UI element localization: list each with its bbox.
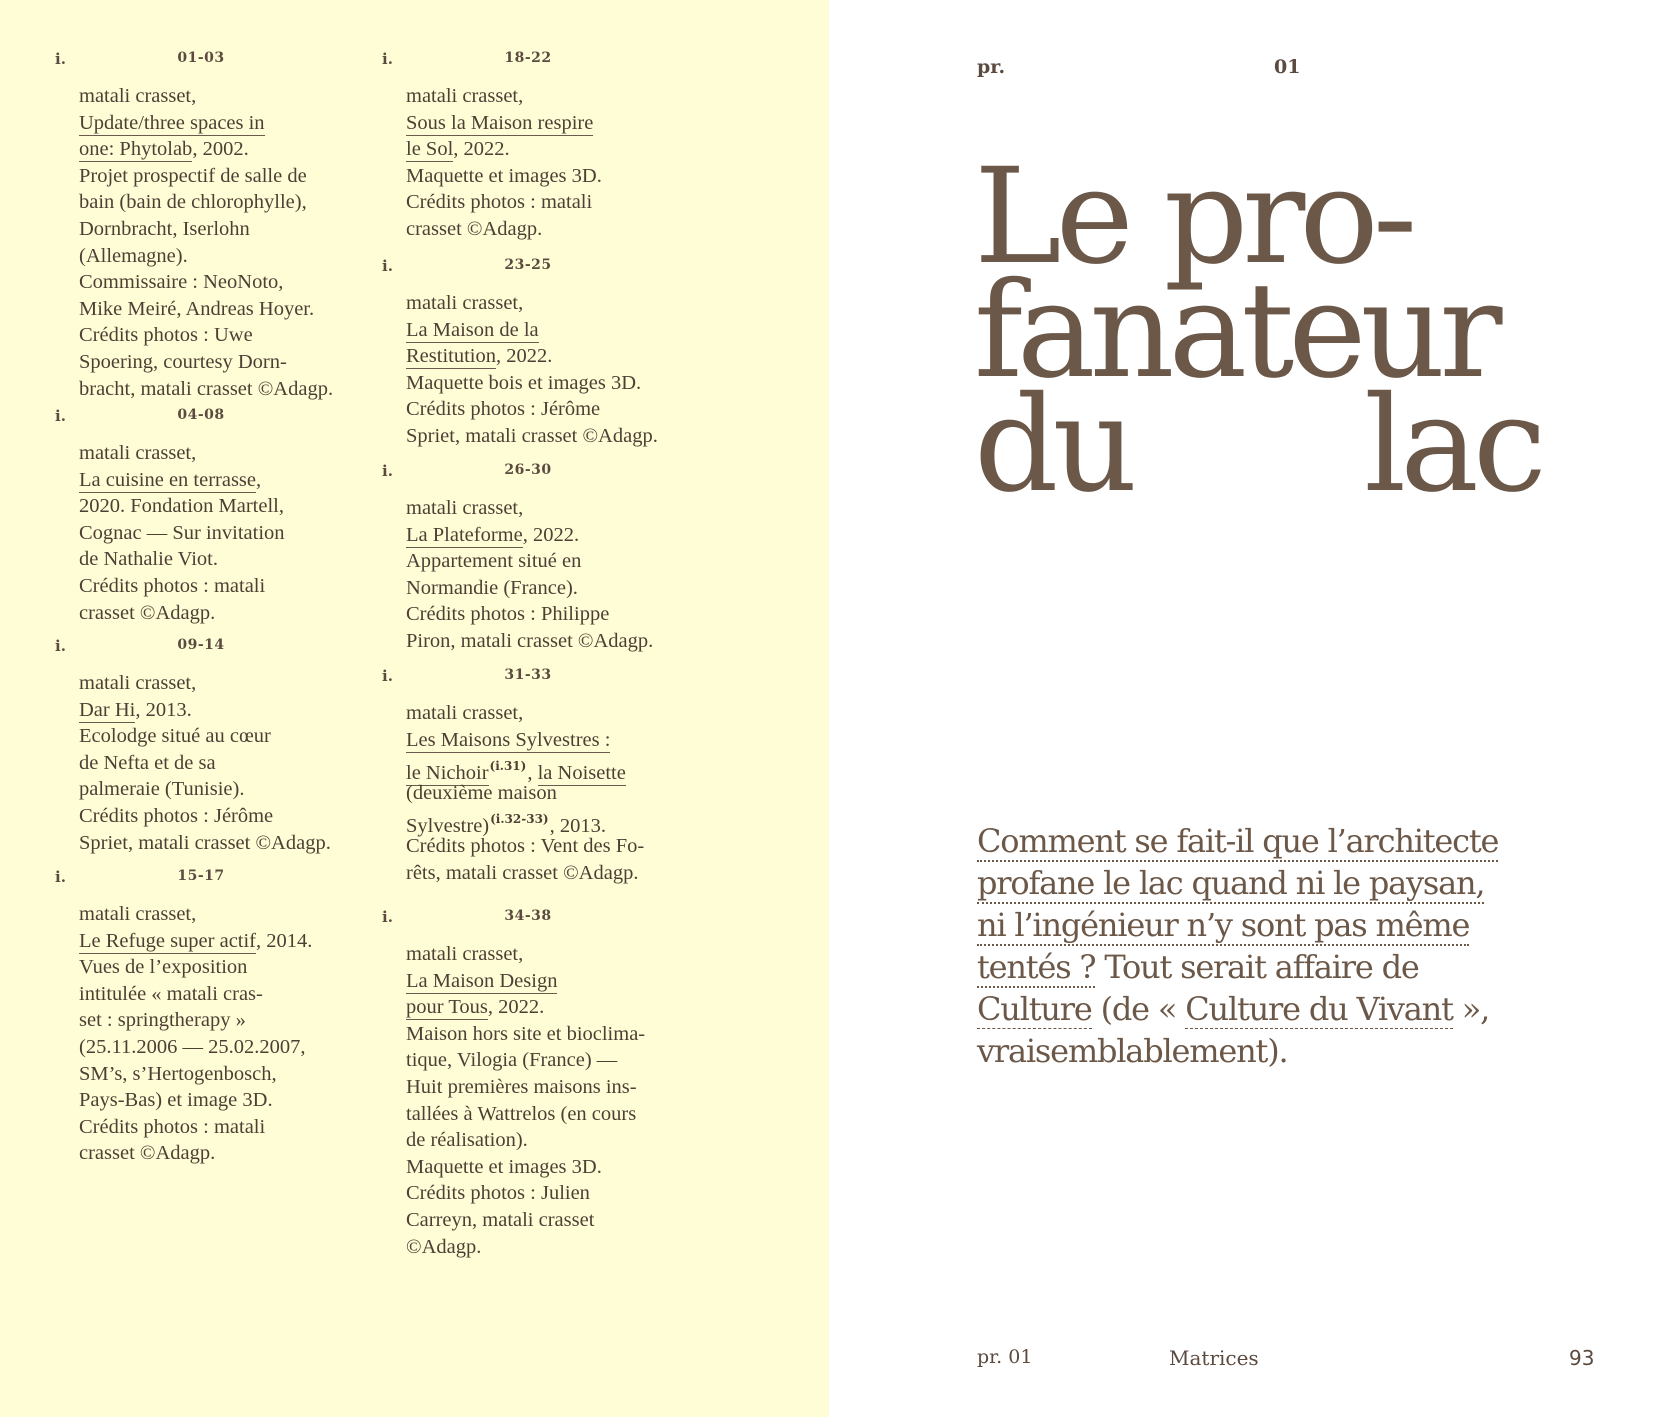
credit-line bbox=[406, 1180, 716, 1207]
credit-entry-header bbox=[382, 50, 712, 72]
credit-text: Crédits photos : Julien bbox=[406, 1182, 590, 1205]
credit-text: Projet prospectif de salle de bbox=[79, 164, 307, 187]
credit-line bbox=[406, 136, 716, 163]
credit-text: Cognac — Sur invitation bbox=[79, 521, 285, 544]
question-text: », bbox=[1452, 990, 1490, 1028]
credit-entry-header bbox=[55, 637, 385, 659]
credit-text: , bbox=[256, 468, 262, 491]
credit-line bbox=[406, 968, 716, 995]
question-underlined-text: Culture du Vivant bbox=[1185, 990, 1453, 1028]
credit-entry-header bbox=[55, 50, 385, 72]
credit-text: , 2013. bbox=[135, 698, 192, 721]
credit-line bbox=[406, 189, 716, 216]
credit-line bbox=[406, 753, 716, 785]
credit-line bbox=[406, 727, 716, 754]
credit-text: bracht, matali crasset ©Adagp. bbox=[79, 377, 334, 400]
credit-line bbox=[79, 493, 389, 520]
credit-text: bain (bain de chlorophylle), bbox=[79, 191, 307, 214]
credit-line bbox=[406, 548, 716, 575]
project-title: Sous la Maison respire bbox=[406, 111, 594, 134]
credit-text: tique, Vilogia (France) — bbox=[406, 1049, 618, 1072]
credit-line bbox=[79, 981, 389, 1008]
credit-entry-text bbox=[79, 440, 389, 626]
credit-entry-header bbox=[382, 257, 712, 279]
credit-line bbox=[79, 1007, 389, 1034]
credit-line bbox=[79, 546, 389, 573]
credit-line bbox=[406, 860, 716, 887]
credit-line bbox=[406, 317, 716, 344]
credit-text: Spoering, courtesy Dorn- bbox=[79, 350, 287, 373]
credit-line bbox=[406, 994, 716, 1021]
chapter-title-word-lac: lac bbox=[1364, 368, 1541, 522]
chapter-title-line-1: Le pro- bbox=[974, 140, 1412, 294]
credit-text: intitulée « matali cras- bbox=[79, 982, 263, 1005]
credit-entry bbox=[382, 908, 712, 1258]
footer-section: pr. 01 bbox=[977, 1346, 1033, 1368]
credit-text: ©Adagp. bbox=[406, 1235, 482, 1258]
project-title: Les Maisons Sylvestres : bbox=[406, 728, 611, 751]
credit-entry bbox=[55, 50, 385, 400]
question-line bbox=[977, 1030, 1617, 1072]
credit-entry-text bbox=[406, 941, 716, 1260]
illustration-range: 31-33 bbox=[504, 667, 552, 683]
chapter-title-line-2: fanateur bbox=[974, 254, 1497, 408]
credit-line bbox=[406, 1021, 716, 1048]
question-underlined-text: profane le lac quand ni le paysan, bbox=[977, 864, 1485, 902]
credit-line bbox=[406, 1127, 716, 1154]
credit-text: Piron, matali crasset ©Adagp. bbox=[406, 629, 654, 652]
credit-text: rêts, matali crasset ©Adagp. bbox=[406, 861, 639, 884]
footer-running-title: Matrices bbox=[1169, 1346, 1259, 1370]
credit-text: , 2022. bbox=[522, 523, 580, 546]
chapter-title-line-3 bbox=[974, 368, 1624, 522]
credit-text: set : springtherapy » bbox=[79, 1009, 246, 1032]
illustration-range: 09-14 bbox=[177, 637, 225, 653]
credit-line bbox=[79, 830, 389, 857]
credit-text: SM’s, s’Hertogenbosch, bbox=[79, 1062, 277, 1085]
project-title: le Nichoir bbox=[406, 762, 489, 785]
credit-text: (Allemagne). bbox=[79, 244, 188, 267]
credit-line bbox=[79, 136, 389, 163]
illustration-marker: i. bbox=[382, 257, 393, 275]
credit-text: crasset ©Adagp. bbox=[79, 1142, 216, 1165]
credit-text: , 2022. bbox=[495, 345, 553, 368]
credit-text: Crédits photos : Jérôme bbox=[79, 804, 274, 827]
credit-line bbox=[406, 110, 716, 137]
credit-text: Maquette et images 3D. bbox=[406, 1155, 602, 1178]
footer-page-number: 93 bbox=[1569, 1346, 1595, 1370]
question-line bbox=[977, 904, 1617, 946]
credit-line bbox=[406, 575, 716, 602]
credit-entry-text bbox=[79, 83, 389, 402]
project-title: Dar Hi bbox=[79, 698, 136, 721]
credit-line bbox=[79, 322, 389, 349]
credit-line bbox=[406, 1101, 716, 1128]
credit-line bbox=[79, 750, 389, 777]
credit-text: , 2002. bbox=[192, 138, 249, 161]
credit-text: Maquette bois et images 3D. bbox=[406, 371, 642, 394]
credit-text: tallées à Wattrelos (en cours bbox=[406, 1102, 637, 1125]
credit-line bbox=[79, 600, 389, 627]
credit-text: Appartement situé en bbox=[406, 550, 582, 573]
credit-text: de Nathalie Viot. bbox=[79, 548, 219, 571]
chapter-title bbox=[974, 140, 1624, 522]
question-line bbox=[977, 862, 1617, 904]
credit-line bbox=[406, 343, 716, 370]
illustration-marker: i. bbox=[382, 667, 393, 685]
credit-line bbox=[406, 370, 716, 397]
credit-text: crasset ©Adagp. bbox=[406, 217, 543, 240]
credit-text: de Nefta et de sa bbox=[79, 751, 216, 774]
credit-text: Spriet, matali crasset ©Adagp. bbox=[79, 831, 331, 854]
credit-text: palmeraie (Tunisie). bbox=[79, 778, 245, 801]
illustration-ref: (i.31) bbox=[489, 759, 527, 774]
question-text: Tout serait affaire de bbox=[1095, 948, 1419, 986]
credit-line bbox=[79, 216, 389, 243]
credit-entry bbox=[382, 257, 712, 447]
credit-text: matali crasset, bbox=[79, 903, 197, 925]
credit-entry-text bbox=[406, 290, 716, 450]
illustration-range: 04-08 bbox=[177, 407, 225, 423]
chapter-label: pr. bbox=[977, 56, 1006, 78]
credit-text: Maquette et images 3D. bbox=[406, 164, 602, 187]
credit-line bbox=[79, 520, 389, 547]
credit-text: , 2022. bbox=[453, 138, 510, 161]
credit-line bbox=[79, 573, 389, 600]
illustration-marker: i. bbox=[55, 407, 66, 425]
credit-text: Commissaire : NeoNoto, bbox=[79, 271, 284, 294]
question-underlined-text: Comment se fait-il que l’architecte bbox=[977, 822, 1499, 860]
credit-entry-header bbox=[55, 407, 385, 429]
credit-line bbox=[79, 1087, 389, 1114]
illustration-range: 34-38 bbox=[504, 908, 552, 924]
credit-line bbox=[79, 440, 389, 467]
project-title: La Maison Design bbox=[406, 969, 558, 992]
credit-text: Carreyn, matali crasset bbox=[406, 1208, 595, 1231]
credit-text: , 2014. bbox=[256, 929, 313, 952]
illustration-marker: i. bbox=[55, 50, 66, 68]
credit-entry bbox=[382, 667, 712, 884]
question-text: (de « bbox=[1091, 990, 1186, 1028]
credit-text: Crédits photos : Uwe bbox=[79, 324, 253, 347]
project-title: la Noisette bbox=[537, 762, 626, 785]
credit-text: Spriet, matali crasset ©Adagp. bbox=[406, 424, 658, 447]
credit-line bbox=[79, 376, 389, 403]
credit-line bbox=[406, 1207, 716, 1234]
credit-text: Normandie (France). bbox=[406, 576, 578, 599]
credit-line bbox=[406, 941, 716, 968]
credit-line bbox=[79, 243, 389, 270]
credit-text: Crédits photos : Philippe bbox=[406, 603, 610, 626]
question-underlined-text: Culture bbox=[977, 990, 1092, 1028]
question-underlined-text: ni l’ingénieur n’y sont pas même bbox=[977, 906, 1470, 944]
credit-text: Crédits photos : Vent des Fo- bbox=[406, 834, 645, 857]
question-line bbox=[977, 988, 1617, 1030]
credit-line bbox=[79, 296, 389, 323]
credit-text: Huit premières maisons ins- bbox=[406, 1075, 637, 1098]
credit-line bbox=[79, 723, 389, 750]
credit-text: Vues de l’exposition bbox=[79, 956, 248, 979]
credit-line bbox=[79, 928, 389, 955]
credit-line bbox=[406, 216, 716, 243]
credit-line bbox=[406, 423, 716, 450]
credit-line bbox=[79, 1061, 389, 1088]
project-title: La cuisine en terrasse bbox=[79, 468, 257, 491]
credit-entry-header bbox=[55, 868, 385, 890]
illustration-range: 18-22 bbox=[504, 50, 552, 66]
credit-text: de réalisation). bbox=[406, 1129, 528, 1152]
credit-line bbox=[79, 670, 389, 697]
credit-text: matali crasset, bbox=[79, 85, 197, 107]
credit-text: , 2013. bbox=[549, 815, 606, 838]
credit-text: Mike Meiré, Andreas Hoyer. bbox=[79, 297, 315, 320]
project-title: Update/three spaces in bbox=[79, 111, 265, 134]
illustration-ref: (i.32-33) bbox=[490, 812, 549, 827]
credit-line bbox=[79, 163, 389, 190]
credit-line bbox=[406, 1154, 716, 1181]
credit-line bbox=[79, 803, 389, 830]
credit-text: matali crasset, bbox=[406, 85, 524, 107]
credit-line bbox=[79, 467, 389, 494]
illustration-marker: i. bbox=[55, 868, 66, 886]
credit-line bbox=[79, 1114, 389, 1141]
credit-entry-header bbox=[382, 462, 712, 484]
credit-text: , 2022. bbox=[487, 996, 545, 1019]
credit-line bbox=[79, 349, 389, 376]
project-title: La Plateforme bbox=[406, 523, 523, 546]
credit-entry-text bbox=[406, 83, 716, 243]
illustration-marker: i. bbox=[55, 637, 66, 655]
credit-line bbox=[79, 110, 389, 137]
right-page-chapter-opener bbox=[829, 0, 1653, 1417]
illustration-marker: i. bbox=[382, 50, 393, 68]
credit-line bbox=[406, 1047, 716, 1074]
credit-text: Maison hors site et bioclima- bbox=[406, 1022, 646, 1045]
credit-entry-text bbox=[79, 670, 389, 856]
credit-text: Sylvestre) bbox=[406, 815, 490, 838]
illustration-marker: i. bbox=[382, 462, 393, 480]
credit-text: matali crasset, bbox=[406, 702, 524, 724]
credit-line bbox=[79, 1034, 389, 1061]
project-title: one: Phytolab bbox=[79, 138, 193, 161]
credit-text: Pays-Bas) et image 3D. bbox=[79, 1089, 273, 1112]
credit-entry-text bbox=[406, 700, 716, 886]
illustration-range: 23-25 bbox=[504, 257, 552, 273]
credit-text: (deuxième maison bbox=[406, 781, 557, 804]
credit-text: Dornbracht, Iserlohn bbox=[79, 217, 250, 240]
credit-line bbox=[79, 954, 389, 981]
project-title: Le Refuge super actif bbox=[79, 929, 257, 952]
credit-line bbox=[406, 833, 716, 860]
credit-text: matali crasset, bbox=[406, 943, 524, 965]
credit-text: , bbox=[527, 762, 538, 785]
question-underlined-text: tentés ? bbox=[977, 948, 1096, 986]
credit-text: matali crasset, bbox=[406, 292, 524, 314]
credit-text: matali crasset, bbox=[79, 442, 197, 464]
credit-entry-header bbox=[382, 908, 712, 930]
credit-text: matali crasset, bbox=[79, 672, 197, 694]
project-title: La Maison de la bbox=[406, 318, 539, 341]
credit-entry bbox=[55, 407, 385, 624]
credit-line bbox=[406, 83, 716, 110]
credit-text: crasset ©Adagp. bbox=[79, 601, 216, 624]
credit-text: 2020. Fondation Martell, bbox=[79, 495, 284, 518]
question-line bbox=[977, 820, 1617, 862]
credit-text: Ecolodge situé au cœur bbox=[79, 725, 271, 748]
credit-line bbox=[79, 697, 389, 724]
credit-line bbox=[79, 1140, 389, 1167]
credit-text: Crédits photos : matali bbox=[79, 574, 266, 597]
credit-entry-text bbox=[406, 495, 716, 655]
credit-entry bbox=[55, 868, 385, 1165]
question-line bbox=[977, 946, 1617, 988]
illustration-range: 15-17 bbox=[177, 868, 225, 884]
credit-line bbox=[406, 700, 716, 727]
credit-entry bbox=[382, 462, 712, 652]
illustration-range: 26-30 bbox=[504, 462, 552, 478]
credit-text: (25.11.2006 — 25.02.2007, bbox=[79, 1035, 306, 1058]
credit-entry-text bbox=[79, 901, 389, 1167]
credit-line bbox=[406, 495, 716, 522]
credit-text: matali crasset, bbox=[406, 497, 524, 519]
project-title: le Sol bbox=[406, 138, 454, 161]
credit-line bbox=[406, 806, 716, 838]
illustration-range: 01-03 bbox=[177, 50, 225, 66]
question-text: vraisemblablement). bbox=[977, 1032, 1288, 1070]
credit-entry bbox=[382, 50, 712, 240]
credit-text: Crédits photos : matali bbox=[406, 191, 593, 214]
credit-line bbox=[406, 1234, 716, 1261]
project-title: Restitution bbox=[406, 345, 496, 368]
credit-line bbox=[406, 628, 716, 655]
credit-line bbox=[406, 601, 716, 628]
credit-line bbox=[79, 269, 389, 296]
credit-line bbox=[406, 290, 716, 317]
credit-line bbox=[79, 189, 389, 216]
chapter-question bbox=[977, 820, 1617, 1072]
credit-text: Crédits photos : Jérôme bbox=[406, 398, 601, 421]
credit-line bbox=[406, 1074, 716, 1101]
credit-line bbox=[79, 83, 389, 110]
chapter-title-word-du: du bbox=[974, 368, 1132, 522]
project-title: pour Tous bbox=[406, 996, 488, 1019]
credit-entry bbox=[55, 637, 385, 854]
illustration-marker: i. bbox=[382, 908, 393, 926]
credit-text: Crédits photos : matali bbox=[79, 1115, 266, 1138]
chapter-number: 01 bbox=[1274, 56, 1301, 78]
credit-line bbox=[406, 396, 716, 423]
credit-line bbox=[79, 776, 389, 803]
credit-line bbox=[406, 163, 716, 190]
credit-entry-header bbox=[382, 667, 712, 689]
credit-line bbox=[406, 522, 716, 549]
credit-line bbox=[79, 901, 389, 928]
